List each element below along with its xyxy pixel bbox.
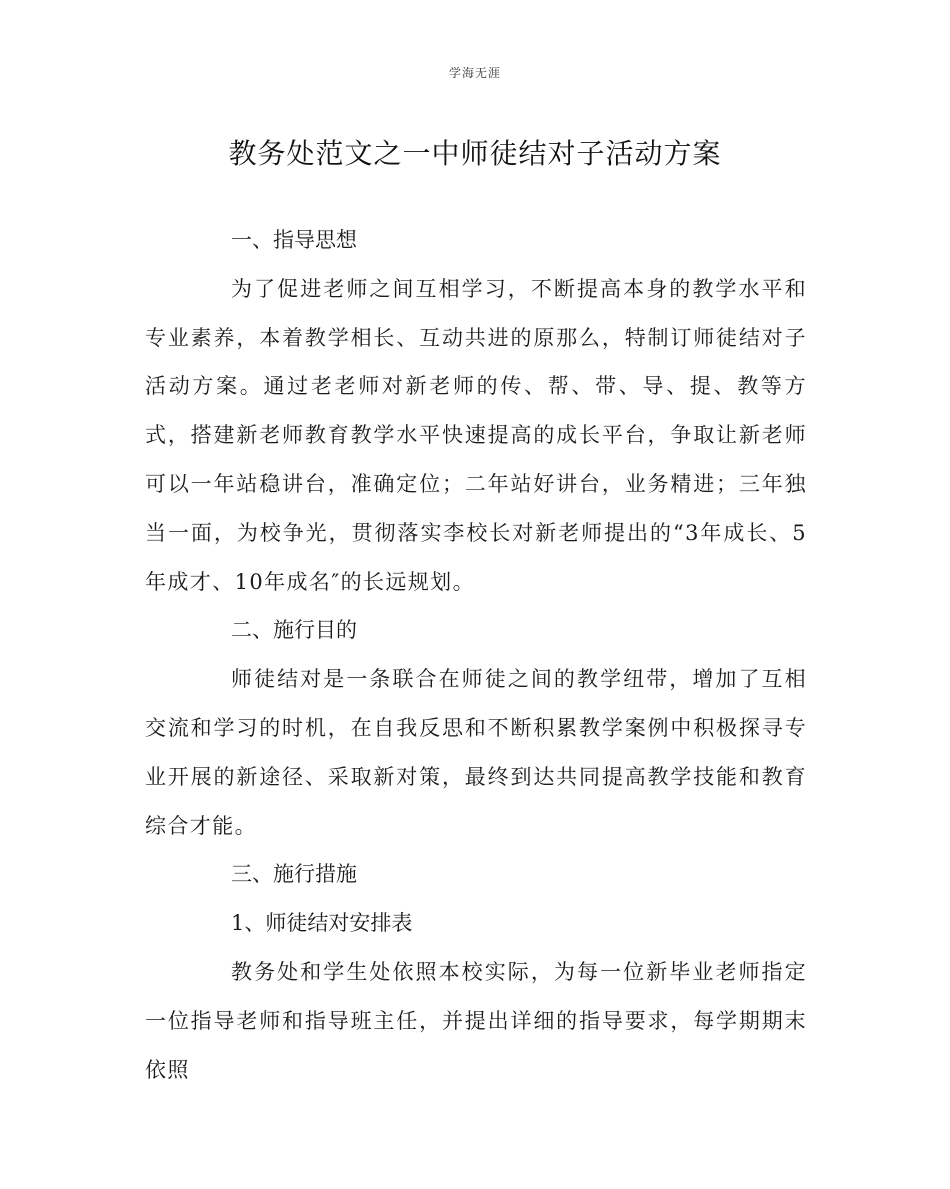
paragraph-purpose: 师徒结对是一条联合在师徒之间的教学纽带，增加了互相交流和学习的时机，在自我反思和不断积累教学案例中积极探寻专业开展的新途径、采取新对策，最终到达共同提高教学技能和教育综合才能。 [145, 667, 807, 838]
subsection-heading-pairing-schedule: 1、师徒结对安排表 [231, 911, 413, 936]
document-body [145, 216, 807, 1094]
section-heading-guiding-idea: 一、指导思想 [231, 228, 357, 252]
section-heading-purpose: 二、施行目的 [231, 618, 357, 643]
document-title: 教务处范文之一中师徒结对子活动方案 [228, 137, 722, 170]
paragraph-pairing-schedule: 教务处和学生处依照本校实际，为每一位新毕业老师指定一位指导老师和指导班主任，并提出详细的指导要求，每学期期末依照 [145, 959, 807, 1082]
page-header: 学海无涯 [448, 66, 501, 80]
paragraph-guiding-idea: 为了促进老师之间互相学习，不断提高本身的教学水平和专业素养，本着教学相长、互动共进的原那么，特制订师徒结对子活动方案。通过老老师对新老师的传、帮、带、导、提、教等方式，搭建新老师教育教学水平快速提高的成长平台，争取让新老师可以一年站稳讲台，准确定位；二年站好讲台，业务精进；三年独当一面，为校争光，贯彻落实李校长对新老师提出的“3年成长、5年成才、10年成名″的长远规划。 [145, 276, 807, 594]
section-heading-measures: 三、施行措施 [231, 862, 357, 887]
